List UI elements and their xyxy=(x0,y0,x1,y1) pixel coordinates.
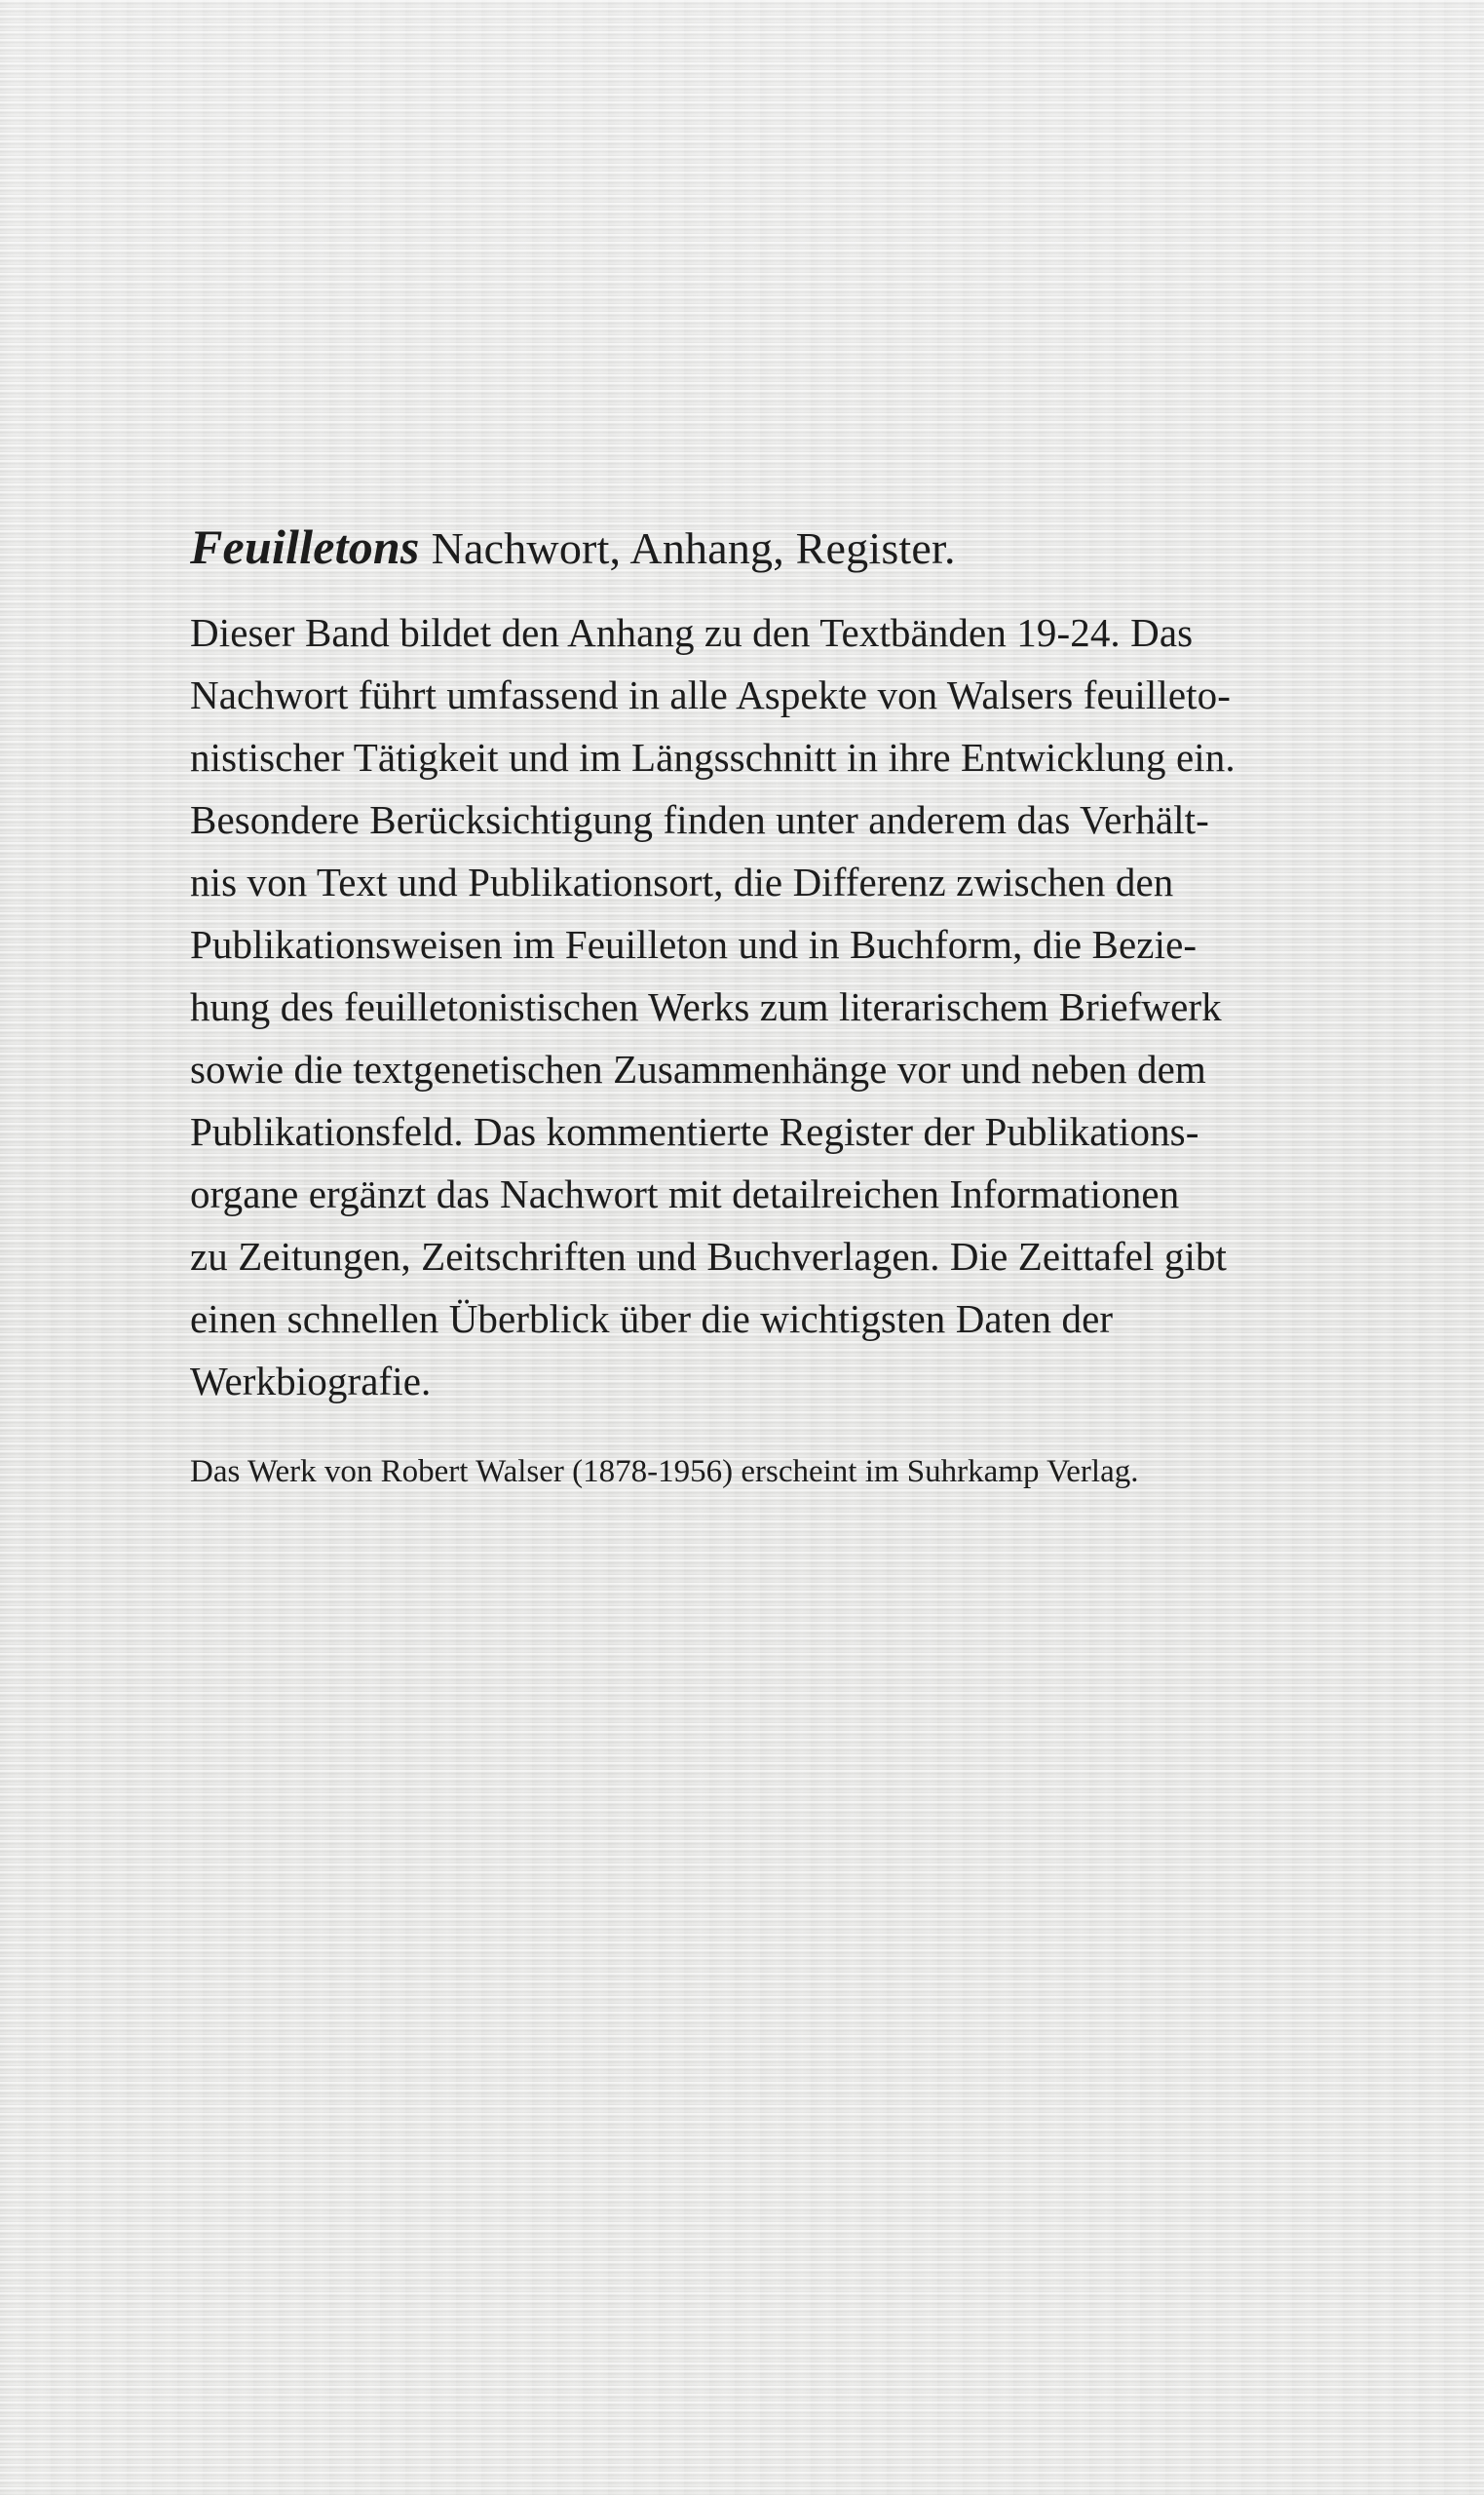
book-title: Feuilletons xyxy=(190,519,420,574)
back-cover-text xyxy=(190,512,1320,1496)
heading xyxy=(190,512,1320,584)
description-line: organe ergänzt das Nachwort mit detailreichen Informationen xyxy=(190,1171,1180,1216)
description-line: Publikationsweisen im Feuilleton und in Buchform, die Bezie- xyxy=(190,922,1198,967)
description-line: zu Zeitungen, Zeitschriften und Buchverlagen. Die Zeittafel gibt xyxy=(190,1234,1228,1279)
description-line: Nachwort führt umfassend in alle Aspekte von Walsers feuilleto- xyxy=(190,672,1231,717)
description-line: Dieser Band bildet den Anhang zu den Textbänden 19-24. Das xyxy=(190,610,1194,655)
description-line: Publikationsfeld. Das kommentierte Register der Publikations- xyxy=(190,1109,1199,1154)
description-line: einen schnellen Überblick über die wichtigsten Daten der xyxy=(190,1296,1114,1341)
description-line: hung des feuilletonistischen Werks zum literarischem Briefwerk xyxy=(190,984,1222,1029)
publisher-note: Das Werk von Robert Walser (1878-1956) erscheint im Suhrkamp Verlag. xyxy=(190,1454,1139,1489)
description-line: Werkbiografie. xyxy=(190,1359,432,1403)
book-subtitle: Nachwort, Anhang, Register. xyxy=(431,523,956,573)
description-line: sowie die textgenetischen Zusammenhänge vor und neben dem xyxy=(190,1047,1206,1092)
description-line: Besondere Berücksichtigung finden unter anderem das Verhält- xyxy=(190,797,1209,842)
description-line: nistischer Tätigkeit und im Längsschnitt in ihre Entwicklung ein. xyxy=(190,735,1236,780)
description-paragraph xyxy=(190,601,1320,1412)
description-line: nis von Text und Publikationsort, die Differenz zwischen den xyxy=(190,860,1174,904)
